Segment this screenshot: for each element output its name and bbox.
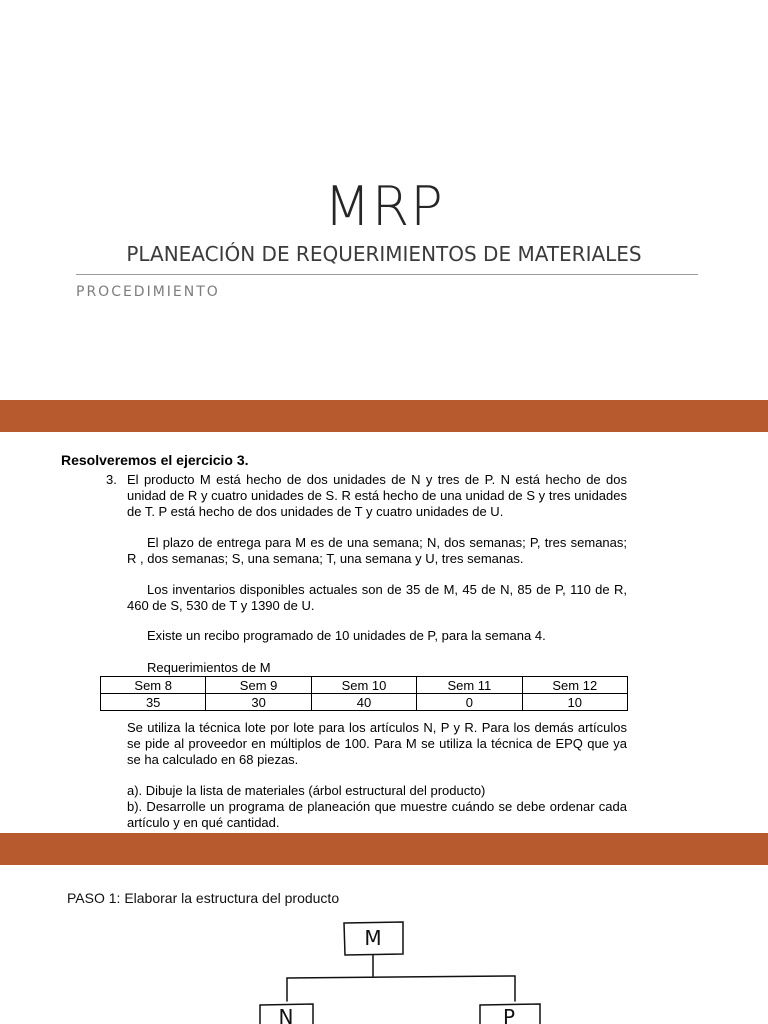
table-cell: 30 <box>206 694 311 711</box>
title-divider <box>76 274 698 275</box>
exercise-paragraph-receipt: Existe un recibo programado de 10 unidades de P, para la semana 4. <box>147 628 546 643</box>
exercise-paragraph-leadtimes: El plazo de entrega para M es de una semana; N, dos semanas; P, tres semanas; R , dos semanas; S, una semana; T, una semana y U, tres semanas. <box>127 535 627 566</box>
exercise-slide <box>0 432 768 833</box>
table-cell: 35 <box>101 694 206 711</box>
step-heading: PASO 1: Elaborar la estructura del producto <box>67 890 340 906</box>
requirements-title: Requerimientos de M <box>147 660 271 675</box>
section-label: PROCEDIMIENTO <box>76 284 220 300</box>
slide-separator-band <box>0 400 768 432</box>
exercise-heading: Resolveremos el ejercicio 3. <box>61 452 249 468</box>
table-header-row <box>101 677 628 694</box>
table-header-cell: Sem 11 <box>417 677 522 694</box>
slide-separator-band <box>0 833 768 865</box>
product-structure-tree <box>0 865 768 1024</box>
table-cell: 0 <box>417 694 522 711</box>
step-slide <box>0 865 768 1024</box>
table-header-cell: Sem 8 <box>101 677 206 694</box>
table-header-cell: Sem 10 <box>311 677 416 694</box>
table-header-cell: Sem 9 <box>206 677 311 694</box>
table-cell: 10 <box>522 694 627 711</box>
exercise-question-b: b). Desarrolle un programa de planeación que muestre cuándo se debe ordenar cada artículo y en qué cantidad. <box>127 799 627 830</box>
node-n-label: N <box>278 1005 294 1024</box>
table-cell: 40 <box>311 694 416 711</box>
exercise-question-a: a). Dibuje la lista de materiales (árbol estructural del producto) <box>127 783 486 798</box>
slide-title: MRP <box>324 175 444 238</box>
exercise-paragraph-inventory: Los inventarios disponibles actuales son de 35 de M, 45 de N, 85 de P, 110 de R, 460 de S, 530 de T y 1390 de U. <box>127 582 627 613</box>
exercise-paragraph-structure: El producto M está hecho de dos unidades de N y tres de P. N está hecho de dos unidad de R y cuatro unidades de S. R está hecho de una unidad de S y tres unidades de T. P está hecho de dos unidades de T y cuatro unidades de U. <box>127 472 627 519</box>
exercise-paragraph-lot-sizing: Se utiliza la técnica lote por lote para los artículos N, P y R. Para los demás artículos se pide al proveedor en múltiplos de 100. Para M se utiliza la técnica de EPQ que ya se ha calculado en 68 piezas. <box>127 720 627 767</box>
exercise-number: 3. <box>106 472 117 487</box>
slide-subtitle: PLANEACIÓN DE REQUERIMIENTOS DE MATERIALES <box>126 242 642 266</box>
node-p-label: P <box>502 1005 516 1024</box>
node-m-label: M <box>364 926 382 950</box>
requirements-table <box>100 676 628 711</box>
table-row <box>101 694 628 711</box>
table-header-cell: Sem 12 <box>522 677 627 694</box>
title-slide <box>0 0 768 400</box>
